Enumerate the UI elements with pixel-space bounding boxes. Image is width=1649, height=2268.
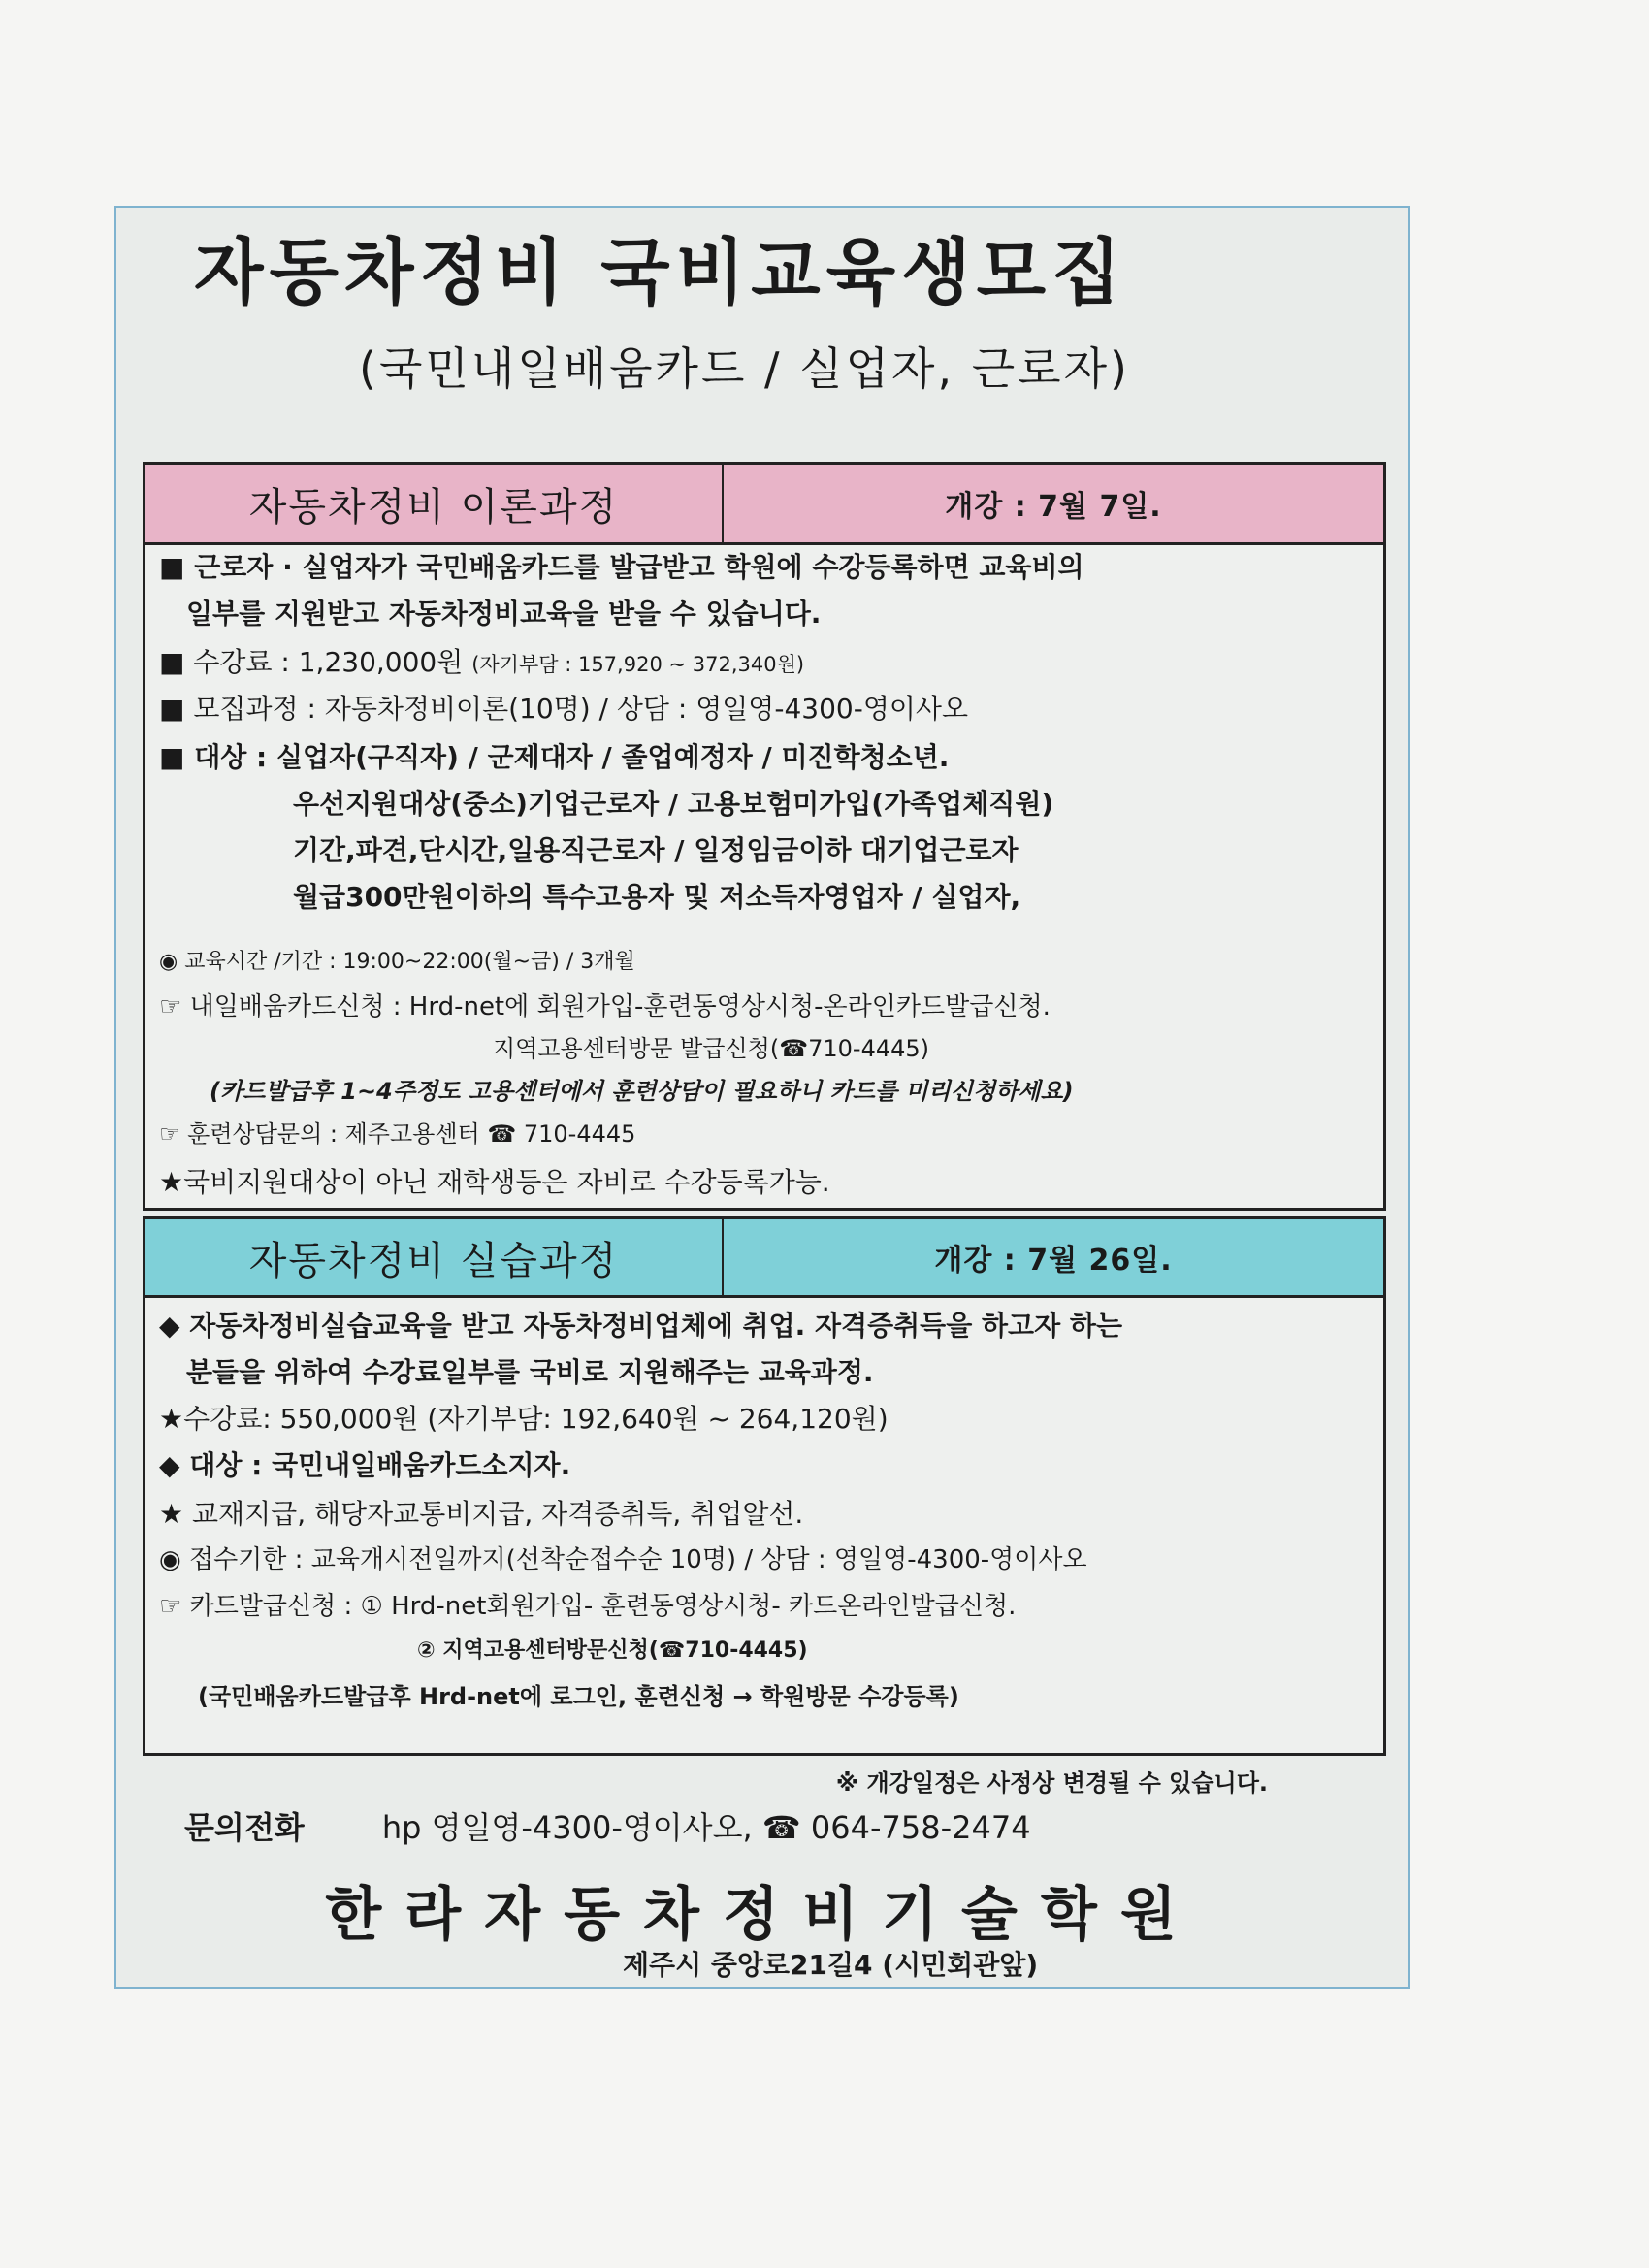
poster-subtitle: (국민내일배움카드 / 실업자, 근로자) [359, 342, 1130, 395]
contact-line [184, 1803, 1031, 1848]
school-address: 제주시 중앙로21길4 (시민회관앞) [623, 1949, 1039, 1981]
theory-fee-line [159, 646, 805, 678]
theory-course-header [146, 465, 1383, 545]
practice-line: ☞ 카드발급신청 : ① Hrd-net회원가입- 훈련동영상시청- 카드온라인발급신청. [159, 1592, 1017, 1621]
practice-line: (국민배움카드발급후 Hrd-net에 로그인, 훈련신청 → 학원방문 수강등록) [198, 1683, 959, 1710]
theory-line: 지역고용센터방문 발급신청(☎710-4445) [493, 1035, 930, 1062]
theory-line: ■ 근로자 · 실업자가 국민배움카드를 발급받고 학원에 수강등록하면 교육비의 [159, 551, 1084, 583]
practice-line: 분들을 위하여 수강료일부를 국비로 지원해주는 교육과정. [186, 1356, 874, 1388]
theory-fee: ■ 수강료 : 1,230,000원 [159, 646, 464, 678]
theory-line: ◉ 교육시간 /기간 : 19:00~22:00(월~금) / 3개월 [159, 950, 635, 974]
theory-line: (카드발급후 1~4주정도 고용센터에서 훈련상담이 필요하니 카드를 미리신청하세요) [210, 1078, 1074, 1105]
practice-course-date: 개강 : 7월 26일. [934, 1244, 1173, 1278]
theory-line: ■ 모집과정 : 자동차정비이론(10명) / 상담 : 영일영-4300-영이사오 [159, 693, 969, 725]
practice-line: ◆ 자동차정비실습교육을 받고 자동차정비업체에 취업. 자격증취득을 하고자 하는 [159, 1310, 1122, 1342]
practice-line: ② 지역고용센터방문신청(☎710-4445) [417, 1638, 808, 1663]
practice-line: ★ 교재지급, 해당자교통비지급, 자격증취득, 취업알선. [159, 1498, 804, 1530]
theory-line: 일부를 지원받고 자동차정비교육을 받을 수 있습니다. [186, 598, 822, 630]
schedule-notice: ※ 개강일정은 사정상 변경될 수 있습니다. [835, 1769, 1268, 1797]
practice-course-box [143, 1216, 1386, 1756]
theory-course-title: 자동차정비 이론과정 [146, 465, 724, 542]
theory-line: ☞ 훈련상담문의 : 제주고용센터 ☎ 710-4445 [159, 1120, 636, 1148]
practice-line: ◉ 접수기한 : 교육개시전일까지(선착순접수순 10명) / 상담 : 영일영-4300-영이사오 [159, 1545, 1087, 1574]
contact-value: hp 영일영-4300-영이사오, ☎ 064-758-2474 [381, 1809, 1031, 1846]
practice-line: ★수강료: 550,000원 (자기부담: 192,640원 ~ 264,120원) [159, 1403, 889, 1435]
theory-fee-self: (자기부담 : 157,920 ~ 372,340원) [471, 653, 805, 676]
poster-frame [114, 206, 1410, 1989]
practice-course-header [146, 1219, 1383, 1298]
school-name: 한라자동차정비기술학원 [325, 1881, 1200, 1949]
theory-line: 기간,파견,단시간,일용직근로자 / 일정임금이하 대기업근로자 [293, 834, 1018, 866]
theory-line: ★국비지원대상이 아닌 재학생등은 자비로 수강등록가능. [159, 1166, 830, 1198]
theory-line: ☞ 내일배움카드신청 : Hrd-net에 회원가입-훈련동영상시청-온라인카드발급신청. [159, 992, 1051, 1021]
theory-line: ■ 대상 : 실업자(구직자) / 군제대자 / 졸업예정자 / 미진학청소년. [159, 741, 950, 773]
theory-line: 우선지원대상(중소)기업근로자 / 고용보험미가입(가족업체직원) [293, 788, 1054, 820]
poster-title: 자동차정비 국비교육생모집 [194, 231, 1127, 314]
practice-course-title: 자동차정비 실습과정 [146, 1219, 724, 1295]
theory-line: 월급300만원이하의 특수고용자 및 저소득자영업자 / 실업자, [293, 881, 1021, 913]
contact-label: 문의전화 [184, 1809, 305, 1846]
theory-course-date: 개강 : 7월 7일. [945, 490, 1162, 524]
practice-line: ◆ 대상 : 국민내일배움카드소지자. [159, 1449, 571, 1481]
theory-course-box [143, 462, 1386, 1211]
